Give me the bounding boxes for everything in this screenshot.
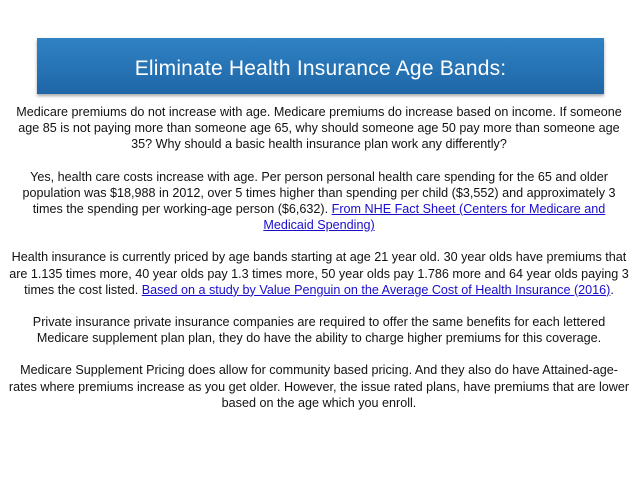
- title-banner: [37, 38, 604, 94]
- slide-body: [8, 104, 630, 427]
- slide-title: Eliminate Health Insurance Age Bands:: [134, 57, 507, 80]
- nhe-fact-sheet-link[interactable]: From NHE Fact Sheet (Centers for Medicare and Medicaid Spending): [263, 202, 606, 233]
- paragraph-health-care-costs: [8, 169, 630, 234]
- value-penguin-study-link[interactable]: Based on a study by Value Penguin on the Average Cost of Health Insurance (2016): [141, 282, 611, 297]
- paragraph-text: Health insurance is currently priced by age bands starting at age 21 year old. 30 year olds have premiums that are 1.135 times more, 40 year olds pay 1.3 times more, 50 year olds pay 1.786 more and 64 year olds paying 3 times the cost listed.: [9, 250, 629, 297]
- paragraph-medicare-premiums: [8, 104, 630, 153]
- paragraph-suffix: .: [610, 282, 614, 297]
- paragraph-text: Yes, health care costs increase with age. Per person personal health care spending for the 65 and older population was $18,988 in 2012, over 5 times higher than spending per child ($3,552) and approximately 3 times the spending per working-age person ($6,632).: [22, 169, 616, 217]
- paragraph-text: Private insurance private insurance companies are required to offer the same benefits for each lettered Medicare supplement plan plan, they do have the ability to charge higher premiums for this coverage.: [32, 315, 606, 346]
- paragraph-age-bands: [8, 249, 630, 298]
- paragraph-text: Medicare premiums do not increase with age. Medicare premiums do increase based on income. If someone age 85 is not paying more than someone age 65, why should someone age 50 pay more than someone age 35? Why should a basic health insurance plan work any differently?: [16, 105, 622, 152]
- paragraph-text: Medicare Supplement Pricing does allow for community based pricing. And they also do have Attained-age-rates where premiums increase as you get older. However, the issue rated plans, have premiums that are lower based on the age which you enroll.: [8, 363, 630, 410]
- paragraph-medicare-supplement-pricing: [8, 362, 630, 411]
- paragraph-private-insurance: [8, 314, 630, 346]
